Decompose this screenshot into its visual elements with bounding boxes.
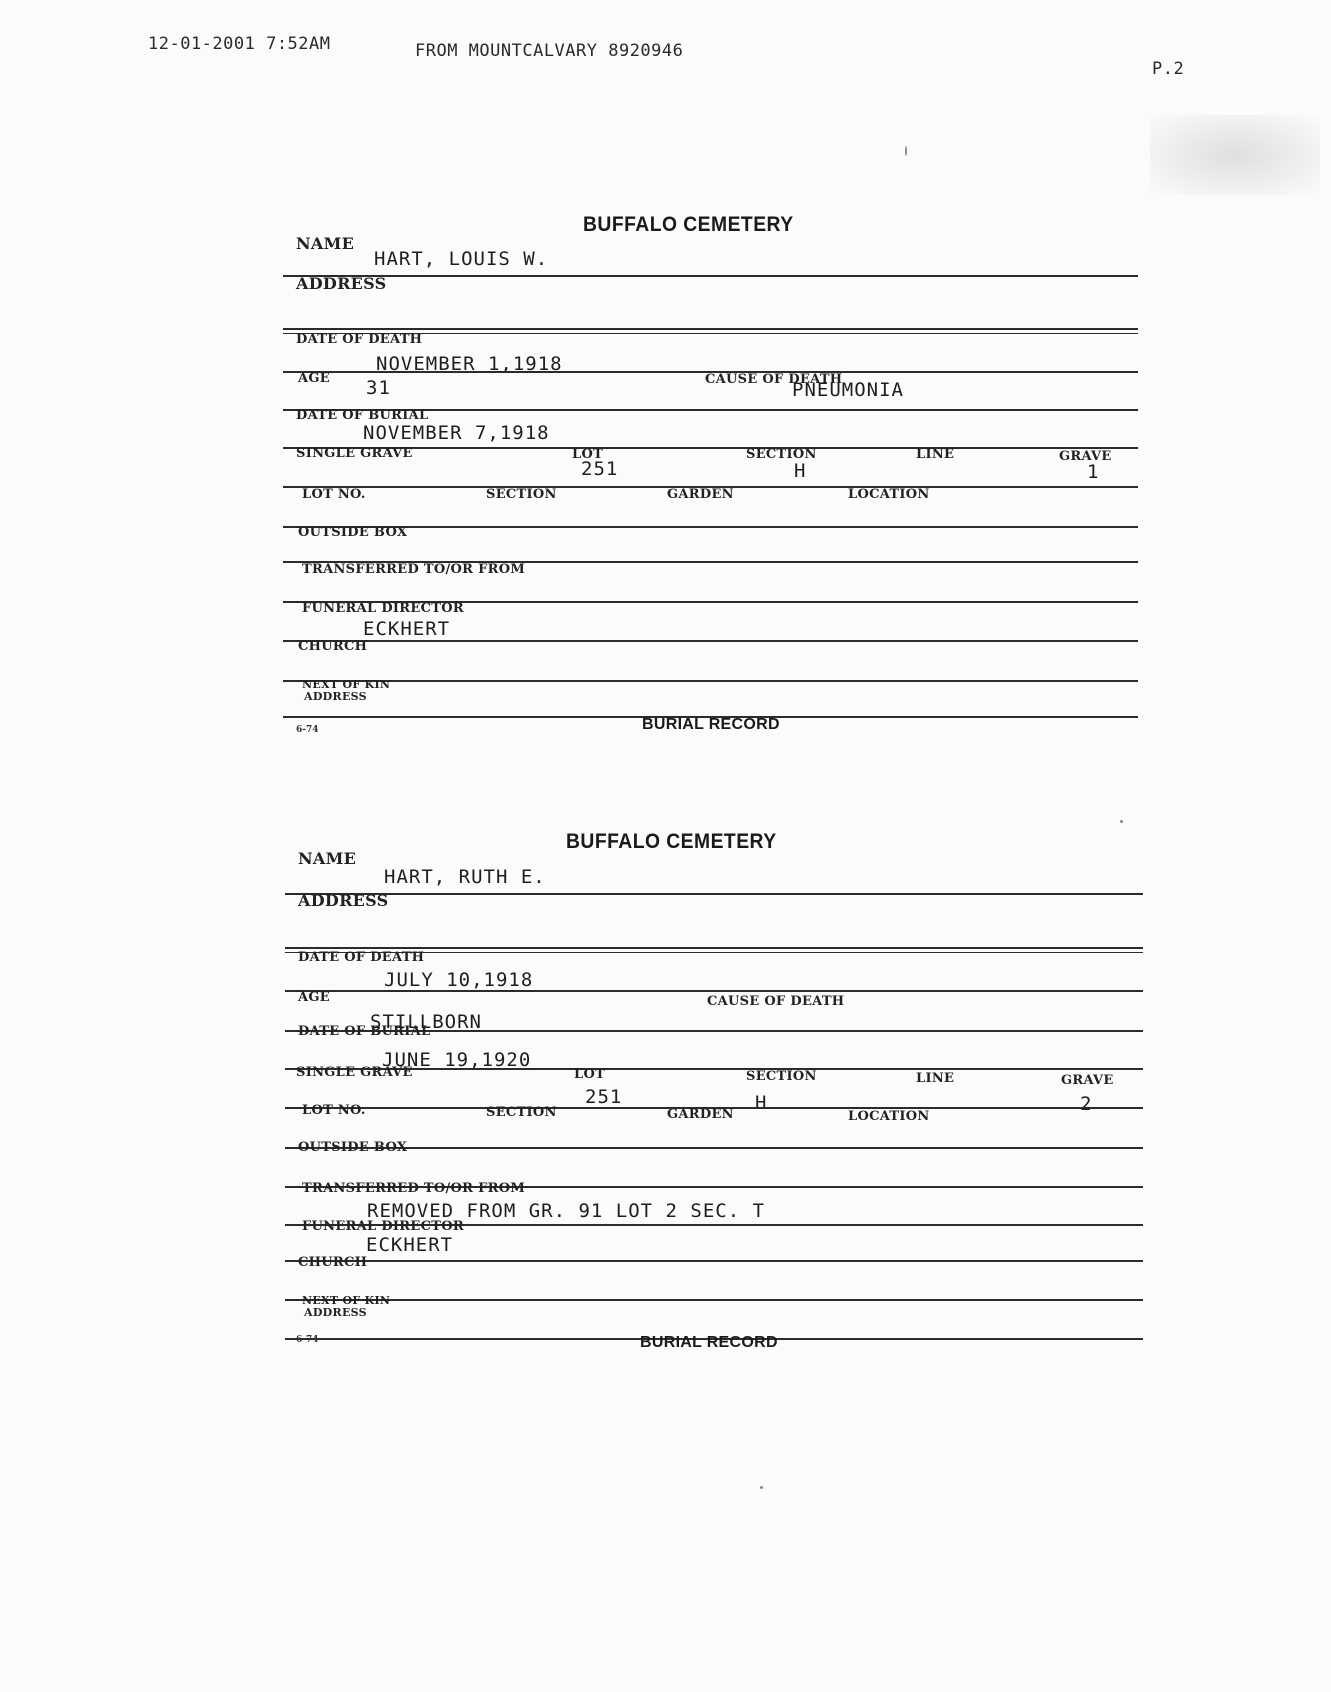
location-label: LOCATION bbox=[848, 487, 930, 502]
date-of-burial-rule bbox=[285, 1068, 1143, 1070]
age-value: STILLBORN bbox=[370, 1011, 482, 1033]
card-footer: BURIAL RECORD bbox=[642, 716, 780, 733]
lot-label: LOT bbox=[572, 447, 604, 462]
line-label: LINE bbox=[916, 1071, 955, 1086]
funeral-director-value: ECKHERT bbox=[363, 618, 451, 640]
outside-box-label: OUTSIDE BOX bbox=[298, 1140, 408, 1155]
date-of-burial-label: DATE OF BURIAL bbox=[296, 408, 429, 423]
line-label: LINE bbox=[916, 447, 955, 462]
name-label: NAME bbox=[296, 234, 355, 253]
lot-no-label: LOT NO. bbox=[302, 1103, 366, 1118]
lot-no-label: LOT NO. bbox=[302, 487, 366, 502]
lot-value: 251 bbox=[581, 458, 619, 480]
transferred-label: TRANSFERRED TO/OR FROM bbox=[302, 562, 526, 577]
lot-label: LOT bbox=[574, 1067, 606, 1082]
date-of-death-value: JULY 10,1918 bbox=[384, 969, 534, 991]
address-label: ADDRESS bbox=[296, 274, 387, 293]
garden-label: GARDEN bbox=[667, 1107, 734, 1122]
section-value: H bbox=[794, 460, 807, 482]
section-value: H bbox=[755, 1092, 768, 1114]
funeral-director-value: ECKHERT bbox=[366, 1234, 454, 1256]
transferred-label: TRANSFERRED TO/OR FROM bbox=[302, 1181, 526, 1196]
age-label: AGE bbox=[298, 371, 330, 386]
fax-page-number: P.2 bbox=[1152, 59, 1185, 79]
form-number: 6-74 bbox=[296, 1335, 319, 1345]
next-of-kin-label: NEXT OF KIN bbox=[302, 1294, 391, 1307]
date-of-death-rule bbox=[285, 990, 1143, 992]
date-of-death-label: DATE OF DEATH bbox=[296, 332, 423, 347]
lot-value: 251 bbox=[585, 1086, 623, 1108]
card-title: BUFFALO CEMETERY bbox=[566, 830, 777, 853]
age-label: AGE bbox=[298, 990, 330, 1005]
single-grave-label: SINGLE GRAVE bbox=[296, 446, 413, 461]
funeral-director-label: FUNERAL DIRECTOR bbox=[302, 601, 464, 616]
name-value: HART, RUTH E. bbox=[384, 866, 546, 888]
next-of-kin-label: NEXT OF KIN bbox=[302, 678, 391, 691]
next-of-kin-address-label: ADDRESS bbox=[304, 690, 367, 703]
location-label: LOCATION bbox=[848, 1109, 930, 1124]
lot-no-rule bbox=[285, 1147, 1143, 1149]
grave-value: 2 bbox=[1080, 1093, 1093, 1115]
grave-label: GRAVE bbox=[1059, 449, 1112, 464]
address-label: ADDRESS bbox=[298, 891, 389, 910]
form-number: 6-74 bbox=[296, 725, 319, 735]
name-rule bbox=[285, 893, 1143, 895]
fax-datetime: 12-01-2001 7:52AM bbox=[148, 34, 331, 54]
cause-of-death-label: CAUSE OF DEATH bbox=[707, 994, 845, 1009]
card-footer: BURIAL RECORD bbox=[640, 1334, 778, 1351]
church-label: CHURCH bbox=[298, 1255, 368, 1270]
date-of-burial-value: JUNE 19,1920 bbox=[382, 1049, 532, 1071]
grave-label: GRAVE bbox=[1061, 1073, 1114, 1088]
section-2-label: SECTION bbox=[486, 487, 557, 502]
garden-label: GARDEN bbox=[667, 487, 734, 502]
card-title: BUFFALO CEMETERY bbox=[583, 213, 794, 236]
single-grave-label: SINGLE GRAVE bbox=[296, 1065, 413, 1080]
cause-of-death-label: CAUSE OF DEATH bbox=[705, 372, 843, 387]
fax-sender: FROM MOUNTCALVARY 8920946 bbox=[415, 41, 684, 61]
name-value: HART, LOUIS W. bbox=[374, 248, 549, 270]
church-label: CHURCH bbox=[298, 639, 368, 654]
cause-of-death-value: PNEUMONIA bbox=[792, 379, 904, 401]
funeral-director-label: FUNERAL DIRECTOR bbox=[302, 1219, 464, 1234]
section-label: SECTION bbox=[746, 1069, 817, 1084]
date-of-death-value: NOVEMBER 1,1918 bbox=[376, 353, 563, 375]
date-of-burial-value: NOVEMBER 7,1918 bbox=[363, 422, 550, 444]
section-label: SECTION bbox=[746, 447, 817, 462]
grave-value: 1 bbox=[1087, 461, 1100, 483]
next-of-kin-address-label: ADDRESS bbox=[304, 1306, 367, 1319]
age-value: 31 bbox=[366, 377, 391, 399]
name-label: NAME bbox=[298, 849, 357, 868]
date-of-burial-label: DATE OF BURIAL bbox=[298, 1024, 431, 1039]
church-rule bbox=[285, 1299, 1143, 1301]
section-2-label: SECTION bbox=[486, 1105, 557, 1120]
funeral-director-rule bbox=[285, 1260, 1143, 1262]
transferred-value: REMOVED FROM GR. 91 LOT 2 SEC. T bbox=[367, 1200, 766, 1222]
date-of-death-label: DATE OF DEATH bbox=[298, 950, 425, 965]
outside-box-label: OUTSIDE BOX bbox=[298, 525, 408, 540]
